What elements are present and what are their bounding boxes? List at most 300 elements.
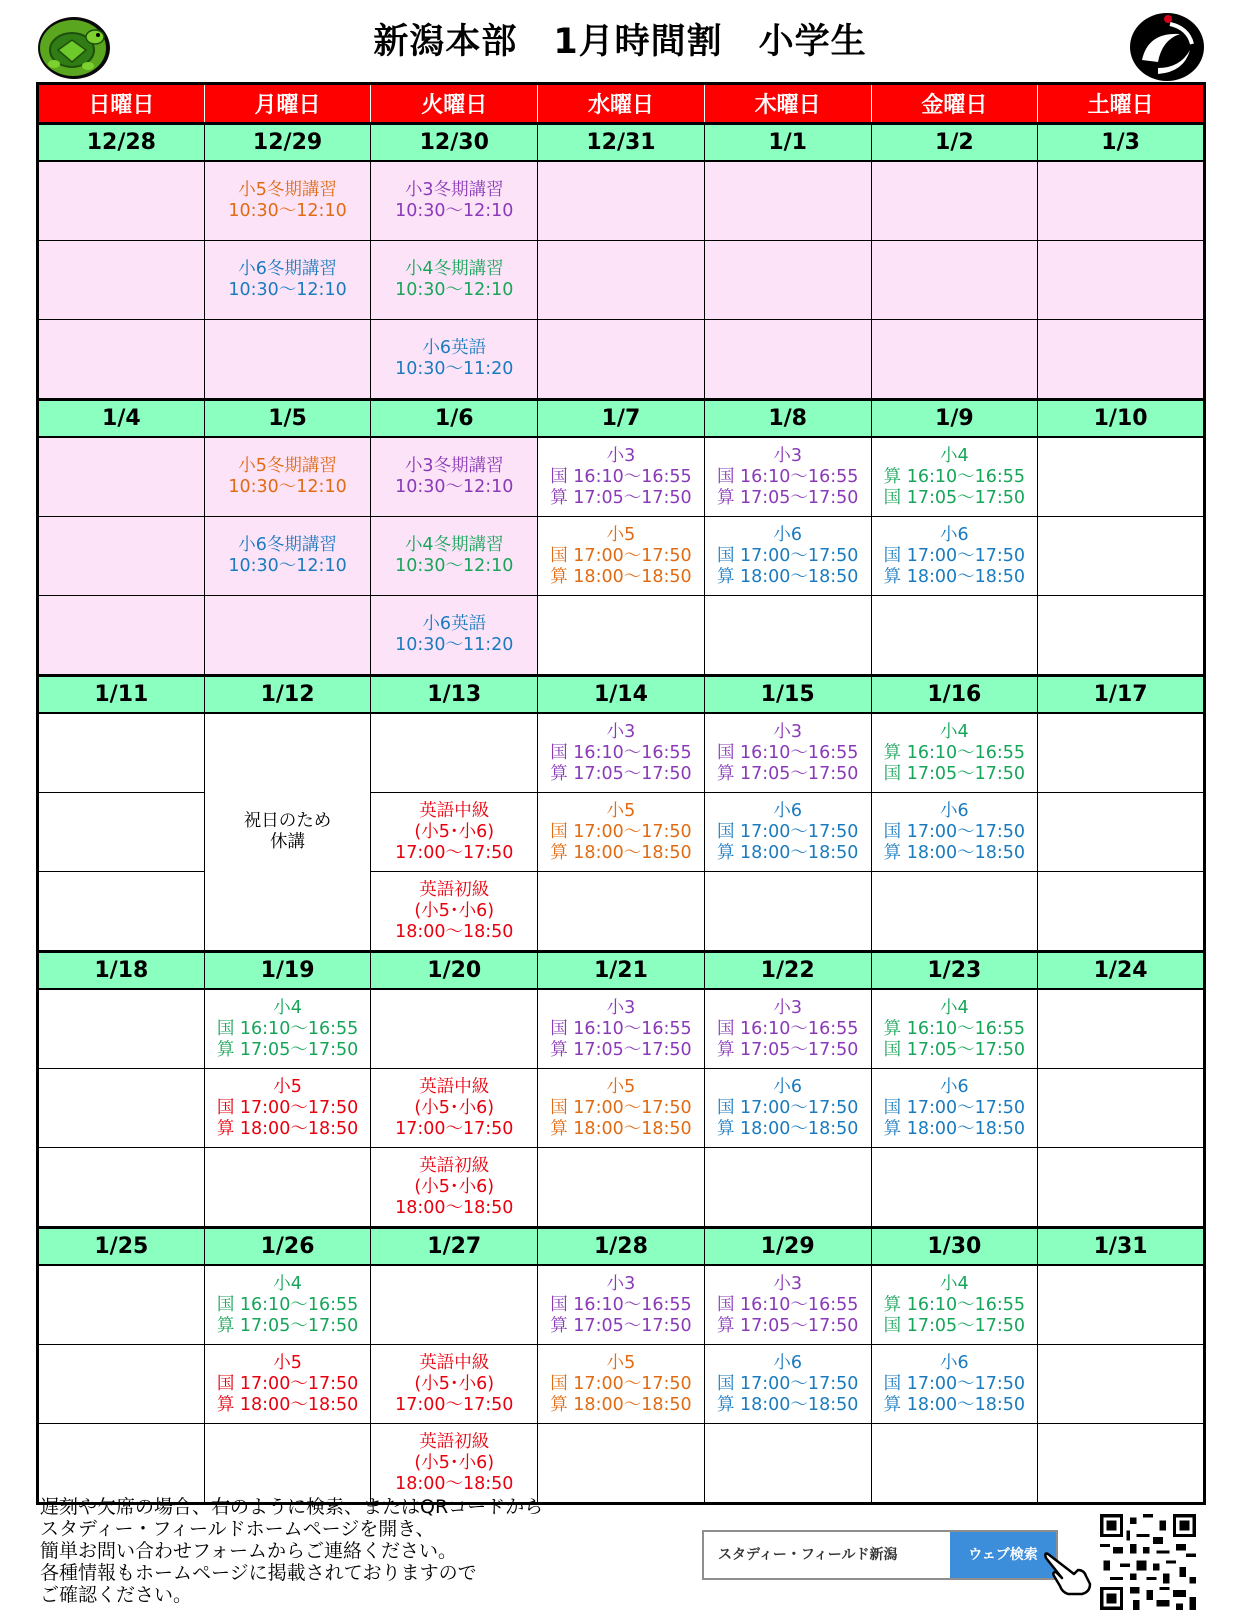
class-text: 小4冬期講習 — [404, 259, 504, 279]
class-text: 小6 — [773, 524, 802, 545]
class-text: 小5冬期講習 — [238, 456, 337, 476]
holiday-text: 休講 — [270, 832, 306, 852]
empty-cell — [538, 1424, 705, 1504]
empty-cell — [38, 517, 205, 596]
weekday-header-row — [38, 84, 1205, 124]
class-text: 小4 — [940, 1273, 969, 1294]
class-text: 算 17:05～17:50 — [716, 763, 859, 784]
note-line: スタディー・フィールドホームページを開き、 — [40, 1518, 435, 1540]
class-cell — [204, 1069, 371, 1148]
slot-row — [38, 241, 1205, 320]
date-cell: 1/5 — [204, 400, 371, 438]
empty-cell — [871, 872, 1038, 952]
class-text: 算 16:10～16:55 — [883, 742, 1026, 763]
class-text: 算 17:05～17:50 — [716, 1039, 859, 1060]
class-text: 小5 — [606, 800, 636, 821]
class-text: 算 16:10～16:55 — [883, 466, 1026, 487]
empty-cell — [38, 596, 205, 676]
class-text: 小3冬期講習 — [404, 456, 504, 476]
class-text: 英語中級 — [419, 800, 490, 821]
class-cell — [204, 161, 371, 241]
class-text: 国 17:00～17:50 — [883, 545, 1026, 566]
date-cell: 1/18 — [38, 952, 205, 990]
empty-cell — [538, 320, 705, 400]
class-cell — [204, 437, 371, 517]
date-cell: 12/28 — [38, 124, 205, 162]
class-text: 英語中級 — [419, 1076, 490, 1097]
weekday-monday: 月曜日 — [204, 84, 371, 124]
empty-cell — [1038, 1265, 1205, 1345]
empty-cell — [38, 793, 205, 872]
class-text: 小5 — [273, 1076, 302, 1097]
empty-cell — [38, 1345, 205, 1424]
date-cell: 1/28 — [538, 1228, 705, 1266]
class-text: 国 17:00～17:50 — [550, 545, 692, 566]
slot-row — [38, 596, 1205, 676]
class-text: 小4 — [273, 1273, 302, 1294]
class-text: 国 17:00～17:50 — [550, 1373, 692, 1394]
date-cell: 1/6 — [371, 400, 538, 438]
class-text: 18:00～18:50 — [395, 921, 514, 942]
class-text: 算 16:10～16:55 — [883, 1294, 1026, 1315]
empty-cell — [371, 713, 538, 793]
date-cell: 1/23 — [871, 952, 1038, 990]
empty-cell — [204, 1148, 371, 1228]
class-text: (小5･小6) — [414, 1452, 495, 1473]
empty-cell — [38, 1265, 205, 1345]
search-input[interactable]: スタディー・フィールド新潟 — [718, 1547, 898, 1563]
weekday-saturday: 土曜日 — [1038, 84, 1205, 124]
class-text: 国 17:00～17:50 — [883, 821, 1026, 842]
date-cell: 12/30 — [371, 124, 538, 162]
class-text: 国 17:00～17:50 — [716, 1373, 859, 1394]
class-cell — [204, 989, 371, 1069]
empty-cell — [371, 989, 538, 1069]
class-text: 小3 — [606, 1273, 636, 1294]
slot-row — [38, 1069, 1205, 1148]
class-text: 小3 — [773, 721, 802, 742]
class-text: 10:30～11:20 — [395, 635, 514, 655]
search-box-graphic — [702, 1530, 1058, 1580]
note-line: ご確認ください。 — [40, 1584, 193, 1606]
empty-cell — [704, 872, 871, 952]
class-cell — [204, 1265, 371, 1345]
class-text: 国 16:10～16:55 — [216, 1294, 359, 1315]
class-text: (小5･小6) — [414, 1373, 495, 1394]
class-cell — [371, 1148, 538, 1228]
empty-cell — [1038, 517, 1205, 596]
qr-code-icon[interactable] — [1100, 1514, 1196, 1610]
date-cell: 12/29 — [204, 124, 371, 162]
class-cell — [704, 1265, 871, 1345]
empty-cell — [704, 1424, 871, 1504]
class-cell — [538, 1069, 705, 1148]
slot-row — [38, 161, 1205, 241]
class-text: 小6英語 — [422, 338, 487, 358]
empty-cell — [538, 241, 705, 320]
class-text: 国 17:00～17:50 — [716, 545, 859, 566]
date-cell: 1/26 — [204, 1228, 371, 1266]
class-text: 小6英語 — [422, 614, 487, 634]
empty-cell — [538, 872, 705, 952]
date-cell: 1/30 — [871, 1228, 1038, 1266]
date-cell: 1/13 — [371, 676, 538, 714]
class-cell — [871, 437, 1038, 517]
class-text: 10:30～12:10 — [395, 556, 514, 576]
class-text: 国 16:10～16:55 — [716, 742, 859, 763]
class-text: 10:30～12:10 — [228, 556, 347, 576]
class-cell — [204, 517, 371, 596]
class-text: 小4冬期講習 — [404, 535, 504, 555]
class-text: 10:30～11:20 — [395, 359, 514, 379]
class-text: 算 18:00～18:50 — [216, 1118, 359, 1139]
class-cell — [371, 241, 538, 320]
class-cell — [871, 989, 1038, 1069]
class-cell — [538, 517, 705, 596]
class-text: 10:30～12:10 — [228, 201, 347, 221]
empty-cell — [371, 1265, 538, 1345]
empty-cell — [38, 437, 205, 517]
class-cell — [371, 161, 538, 241]
class-text: 国 17:05～17:50 — [883, 1315, 1026, 1336]
class-text: 算 17:05～17:50 — [216, 1315, 359, 1336]
class-text: 英語初級 — [419, 879, 490, 900]
class-text: 小6 — [940, 1352, 969, 1373]
class-cell — [371, 596, 538, 676]
note-line: 簡単お問い合わせフォームからご連絡ください。 — [40, 1540, 458, 1562]
class-text: 小6冬期講習 — [238, 535, 337, 555]
class-text: (小5･小6) — [414, 900, 495, 921]
class-cell — [538, 713, 705, 793]
empty-cell — [38, 713, 205, 793]
class-cell — [371, 1069, 538, 1148]
class-text: 小5 — [606, 1076, 636, 1097]
empty-cell — [704, 320, 871, 400]
empty-cell — [204, 596, 371, 676]
note-line: 各種情報もホームページに掲載されておりますので — [40, 1562, 477, 1584]
empty-cell — [704, 161, 871, 241]
date-cell: 1/22 — [704, 952, 871, 990]
class-text: 国 16:10～16:55 — [216, 1018, 359, 1039]
empty-cell — [38, 872, 205, 952]
empty-cell — [38, 320, 205, 400]
empty-cell — [1038, 161, 1205, 241]
class-text: 算 17:05～17:50 — [550, 1039, 692, 1060]
class-text: 英語初級 — [419, 1431, 490, 1452]
class-text: 算 18:00～18:50 — [883, 1394, 1026, 1415]
date-cell: 1/9 — [871, 400, 1038, 438]
class-cell — [871, 793, 1038, 872]
class-cell — [371, 1345, 538, 1424]
class-cell — [538, 989, 705, 1069]
empty-cell — [871, 1148, 1038, 1228]
date-row — [38, 1228, 1205, 1266]
date-cell: 1/7 — [538, 400, 705, 438]
empty-cell — [1038, 437, 1205, 517]
holiday-text: 祝日のため — [243, 811, 332, 831]
date-cell: 1/2 — [871, 124, 1038, 162]
class-text: 18:00～18:50 — [395, 1473, 514, 1494]
turtle-logo-icon — [36, 12, 112, 80]
slot-row — [38, 517, 1205, 596]
class-text: 国 17:05～17:50 — [883, 487, 1026, 508]
class-text: (小5･小6) — [414, 821, 495, 842]
crane-logo-icon — [1128, 10, 1206, 82]
class-cell — [538, 1345, 705, 1424]
slot-row — [38, 1345, 1205, 1424]
empty-cell — [1038, 1424, 1205, 1504]
date-cell: 1/11 — [38, 676, 205, 714]
empty-cell — [704, 596, 871, 676]
date-row — [38, 400, 1205, 438]
class-text: 小5 — [273, 1352, 302, 1373]
date-cell: 1/17 — [1038, 676, 1205, 714]
empty-cell — [38, 1424, 205, 1504]
class-text: 算 18:00～18:50 — [883, 566, 1026, 587]
weekday-thursday: 木曜日 — [704, 84, 871, 124]
weekday-sunday: 日曜日 — [38, 84, 205, 124]
slot-row — [38, 989, 1205, 1069]
date-cell: 1/3 — [1038, 124, 1205, 162]
class-text: 算 18:00～18:50 — [216, 1394, 359, 1415]
class-cell — [871, 1265, 1038, 1345]
empty-cell — [1038, 1069, 1205, 1148]
class-text: 小3 — [606, 721, 636, 742]
date-cell: 1/14 — [538, 676, 705, 714]
class-cell — [204, 1345, 371, 1424]
empty-cell — [538, 161, 705, 241]
weekday-friday: 金曜日 — [871, 84, 1038, 124]
class-text: 算 17:05～17:50 — [216, 1039, 359, 1060]
date-cell: 1/25 — [38, 1228, 205, 1266]
empty-cell — [1038, 793, 1205, 872]
date-cell: 1/8 — [704, 400, 871, 438]
class-text: 18:00～18:50 — [395, 1197, 514, 1218]
class-text: 17:00～17:50 — [395, 1118, 514, 1139]
date-row — [38, 676, 1205, 714]
empty-cell — [871, 596, 1038, 676]
class-cell — [704, 517, 871, 596]
empty-cell — [38, 989, 205, 1069]
empty-cell — [1038, 596, 1205, 676]
class-cell — [704, 989, 871, 1069]
empty-cell — [1038, 713, 1205, 793]
date-cell: 1/21 — [538, 952, 705, 990]
class-cell — [538, 1265, 705, 1345]
empty-cell — [38, 241, 205, 320]
class-text: 算 17:05～17:50 — [550, 763, 692, 784]
class-text: 小6 — [773, 800, 802, 821]
class-text: 国 17:00～17:50 — [216, 1097, 359, 1118]
class-text: 算 18:00～18:50 — [716, 566, 859, 587]
empty-cell — [1038, 1345, 1205, 1424]
empty-cell — [1038, 241, 1205, 320]
date-row — [38, 124, 1205, 162]
slot-row — [38, 320, 1205, 400]
class-cell — [871, 1345, 1038, 1424]
class-text: 国 16:10～16:55 — [550, 742, 692, 763]
class-text: 小3 — [773, 997, 802, 1018]
empty-cell — [204, 1424, 371, 1504]
class-text: 算 18:00～18:50 — [550, 566, 692, 587]
class-text: 算 18:00～18:50 — [716, 1118, 859, 1139]
class-text: 17:00～17:50 — [395, 1394, 514, 1415]
timetable-body — [38, 124, 1205, 1504]
date-cell: 1/15 — [704, 676, 871, 714]
date-cell: 12/31 — [538, 124, 705, 162]
slot-row — [38, 1265, 1205, 1345]
class-text: 小6 — [940, 524, 969, 545]
empty-cell — [1038, 1148, 1205, 1228]
class-cell — [371, 872, 538, 952]
class-text: 10:30～12:10 — [228, 477, 347, 497]
class-text: 国 16:10～16:55 — [716, 1018, 859, 1039]
class-text: 小6 — [773, 1076, 802, 1097]
class-cell — [871, 517, 1038, 596]
class-cell — [204, 241, 371, 320]
class-text: 小6冬期講習 — [238, 259, 337, 279]
empty-cell — [1038, 872, 1205, 952]
class-text: 小4 — [940, 997, 969, 1018]
weekday-wednesday: 水曜日 — [538, 84, 705, 124]
class-text: 国 16:10～16:55 — [550, 466, 692, 487]
date-cell: 1/10 — [1038, 400, 1205, 438]
empty-cell — [538, 596, 705, 676]
slot-row — [38, 1148, 1205, 1228]
class-text: 国 17:00～17:50 — [883, 1097, 1026, 1118]
class-cell — [704, 437, 871, 517]
pointing-hand-icon — [1044, 1548, 1094, 1596]
class-text: 小5 — [606, 1352, 636, 1373]
class-text: 小6 — [940, 1076, 969, 1097]
class-text: 10:30～12:10 — [395, 477, 514, 497]
date-cell: 1/19 — [204, 952, 371, 990]
class-text: 小3 — [606, 445, 636, 466]
holiday-cell — [204, 713, 371, 952]
class-text: 10:30～12:10 — [395, 201, 514, 221]
class-cell — [371, 793, 538, 872]
class-cell — [371, 517, 538, 596]
class-text: 英語中級 — [419, 1352, 490, 1373]
class-cell — [871, 1069, 1038, 1148]
empty-cell — [1038, 320, 1205, 400]
class-text: 国 17:00～17:50 — [550, 821, 692, 842]
class-cell — [704, 1069, 871, 1148]
timetable — [36, 82, 1206, 1505]
class-text: 算 17:05～17:50 — [550, 1315, 692, 1336]
class-text: 国 16:10～16:55 — [550, 1294, 692, 1315]
date-cell: 1/16 — [871, 676, 1038, 714]
class-text: 国 17:00～17:50 — [216, 1373, 359, 1394]
empty-cell — [704, 1148, 871, 1228]
date-cell: 1/24 — [1038, 952, 1205, 990]
class-text: 小5 — [606, 524, 636, 545]
date-row — [38, 952, 1205, 990]
date-cell: 1/27 — [371, 1228, 538, 1266]
class-text: 10:30～12:10 — [228, 280, 347, 300]
empty-cell — [38, 1148, 205, 1228]
class-text: 国 17:05～17:50 — [883, 1039, 1026, 1060]
class-text: 算 18:00～18:50 — [550, 1394, 692, 1415]
empty-cell — [38, 1069, 205, 1148]
class-text: 小3 — [606, 997, 636, 1018]
date-cell: 1/31 — [1038, 1228, 1205, 1266]
class-text: 小3 — [773, 1273, 802, 1294]
date-cell: 1/29 — [704, 1228, 871, 1266]
class-cell — [371, 437, 538, 517]
empty-cell — [871, 161, 1038, 241]
class-text: 国 17:00～17:50 — [716, 821, 859, 842]
empty-cell — [704, 241, 871, 320]
empty-cell — [871, 320, 1038, 400]
class-text: (小5･小6) — [414, 1097, 495, 1118]
slot-row — [38, 1424, 1205, 1504]
class-text: 算 18:00～18:50 — [716, 1394, 859, 1415]
class-text: 算 18:00～18:50 — [716, 842, 859, 863]
class-text: 算 18:00～18:50 — [883, 1118, 1026, 1139]
date-cell: 1/12 — [204, 676, 371, 714]
class-cell — [538, 793, 705, 872]
class-text: 算 18:00～18:50 — [883, 842, 1026, 863]
class-text: 小3 — [773, 445, 802, 466]
class-cell — [704, 1345, 871, 1424]
class-text: 国 16:10～16:55 — [716, 466, 859, 487]
empty-cell — [871, 241, 1038, 320]
class-text: 小6 — [940, 800, 969, 821]
empty-cell — [38, 161, 205, 241]
class-text: 小4 — [940, 445, 969, 466]
class-text: 国 17:00～17:50 — [883, 1373, 1026, 1394]
class-cell — [538, 437, 705, 517]
date-cell: 1/20 — [371, 952, 538, 990]
class-text: 英語初級 — [419, 1155, 490, 1176]
note-line: 遅刻や欠席の場合、右のように検索、またはQRコードから — [40, 1496, 544, 1518]
slot-row — [38, 437, 1205, 517]
class-cell — [704, 793, 871, 872]
class-text: 小4 — [273, 997, 302, 1018]
class-text: 算 16:10～16:55 — [883, 1018, 1026, 1039]
class-text: 小6 — [773, 1352, 802, 1373]
class-cell — [371, 320, 538, 400]
class-text: 国 16:10～16:55 — [550, 1018, 692, 1039]
date-cell: 1/1 — [704, 124, 871, 162]
class-cell — [704, 713, 871, 793]
class-cell — [371, 1424, 538, 1504]
empty-cell — [871, 1424, 1038, 1504]
class-text: 算 17:05～17:50 — [716, 487, 859, 508]
class-text: 算 18:00～18:50 — [550, 842, 692, 863]
web-search-button[interactable]: ウェブ検索 — [950, 1532, 1056, 1578]
class-text: 国 17:00～17:50 — [716, 1097, 859, 1118]
class-text: 算 17:05～17:50 — [550, 487, 692, 508]
page-title: 新潟本部 1月時間割 小学生 — [373, 22, 867, 62]
class-text: 国 16:10～16:55 — [716, 1294, 859, 1315]
date-cell: 1/4 — [38, 400, 205, 438]
class-text: 小5冬期講習 — [238, 180, 337, 200]
class-text: 10:30～12:10 — [395, 280, 514, 300]
weekday-tuesday: 火曜日 — [371, 84, 538, 124]
empty-cell — [1038, 989, 1205, 1069]
class-text: 17:00～17:50 — [395, 842, 514, 863]
empty-cell — [538, 1148, 705, 1228]
class-text: 算 17:05～17:50 — [716, 1315, 859, 1336]
class-text: 小3冬期講習 — [404, 180, 504, 200]
class-text: (小5･小6) — [414, 1176, 495, 1197]
class-text: 国 17:00～17:50 — [550, 1097, 692, 1118]
class-text: 国 17:05～17:50 — [883, 763, 1026, 784]
class-text: 算 18:00～18:50 — [550, 1118, 692, 1139]
empty-cell — [204, 320, 371, 400]
